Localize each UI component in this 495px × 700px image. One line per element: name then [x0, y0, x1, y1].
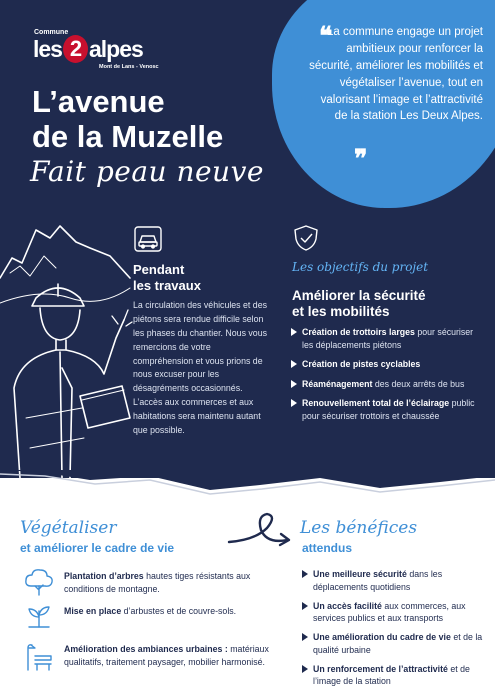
- quote-close-mark: ❞: [354, 144, 368, 173]
- list-item: [301, 631, 486, 657]
- quote-text: La commune engage un projet ambitieux pour renforcer la sécurité, améliorer les mobilités et végétaliser l’avenue, tout en valorisant l’image et l’attractivité de la station Les Deux Alpes.: [309, 26, 483, 123]
- page-title-line2: de la Muzelle: [32, 119, 224, 154]
- objectives-title-line2: et les mobilités: [292, 303, 390, 319]
- loop-arrow-icon: [225, 512, 295, 552]
- item-text: hautes tiges résistants aux conditions de montagne.: [64, 571, 251, 594]
- item-text: d’arbustes et de couvre-sols.: [121, 606, 237, 616]
- logo-word-left: les: [33, 36, 62, 62]
- item-text: des deux arrêts de bus: [372, 378, 465, 389]
- page-subtitle-script: Fait peau neuve: [30, 155, 264, 188]
- list-item: [301, 600, 486, 626]
- greening-item: [64, 643, 269, 669]
- item-bold: Création de pistes cyclables: [302, 359, 421, 370]
- quote-open-mark: ❝: [319, 21, 333, 50]
- item-text: et de la qualité urbaine: [313, 632, 483, 655]
- item-text: aux commerces, aux services publics et aux transports: [313, 600, 466, 624]
- logo-top-label: Commune: [34, 29, 69, 36]
- works-title-line1: Pendant: [133, 262, 185, 277]
- triangle-bullet-icon: [302, 570, 308, 578]
- benefits-list: [301, 568, 486, 694]
- objectives-script-title: Les objectifs du projet: [292, 260, 429, 274]
- item-bold: Un renforcement de l’attractivité: [313, 663, 448, 674]
- greening-item: [64, 605, 264, 618]
- item-bold: Amélioration des ambiances urbaines :: [64, 644, 228, 654]
- sprout-icon: [23, 603, 55, 629]
- item-text: matériaux qualitatifs, traitement paysager, mobilier harmonisé.: [64, 644, 269, 667]
- item-bold: Renouvellement total de l’éclairage: [302, 397, 450, 408]
- benefits-script-title: Les bénéfices: [300, 518, 418, 538]
- logo-sub-label: Mont de Lans - Venosc: [99, 64, 159, 70]
- tree-icon: [23, 568, 55, 596]
- item-text: et de l’image de la station: [313, 663, 470, 687]
- list-item: [301, 568, 486, 594]
- greening-item: [64, 570, 264, 596]
- item-text: dans les déplacements quotidiens: [313, 569, 443, 592]
- benefits-title: attendus: [302, 541, 353, 555]
- item-bold: Réaménagement: [302, 378, 373, 389]
- page-title-line1: L’avenue: [32, 84, 165, 119]
- item-bold: Une amélioration du cadre de vie: [313, 632, 451, 642]
- item-text: public pour sécuriser trottoirs et chaussée: [302, 397, 475, 421]
- works-title-line2: les travaux: [133, 277, 201, 293]
- item-bold: Mise en place: [64, 606, 122, 616]
- greening-title: et améliorer le cadre de vie: [20, 541, 175, 555]
- item-bold: Un accès facilité: [313, 600, 382, 611]
- logo-word-right: alpes: [88, 36, 143, 62]
- greening-script-title: Végétaliser: [20, 518, 117, 538]
- works-body: La circulation des véhicules et des piétons sera rendue difficile selon les phases du chantier. Nous vous remercions de votre compréhension et vous prions de nous excuser pour les désagréments occasionnés. L’accès aux commerces et aux habitations sera maintenu autant que possible.: [133, 300, 267, 436]
- bench-lamp-icon: [23, 642, 55, 672]
- logo-digit: 2: [63, 35, 88, 63]
- list-item: [301, 663, 486, 689]
- item-bold: Création de trottoirs larges: [302, 327, 415, 337]
- item-text: pour sécuriser les déplacements piétons: [302, 327, 474, 351]
- item-bold: Plantation d’arbres: [64, 571, 144, 581]
- triangle-bullet-icon: [302, 665, 308, 673]
- objectives-title-line1: Améliorer la sécurité: [292, 288, 426, 303]
- triangle-bullet-icon: [302, 633, 308, 641]
- item-bold: Une meilleure sécurité: [313, 569, 407, 579]
- triangle-bullet-icon: [302, 602, 308, 610]
